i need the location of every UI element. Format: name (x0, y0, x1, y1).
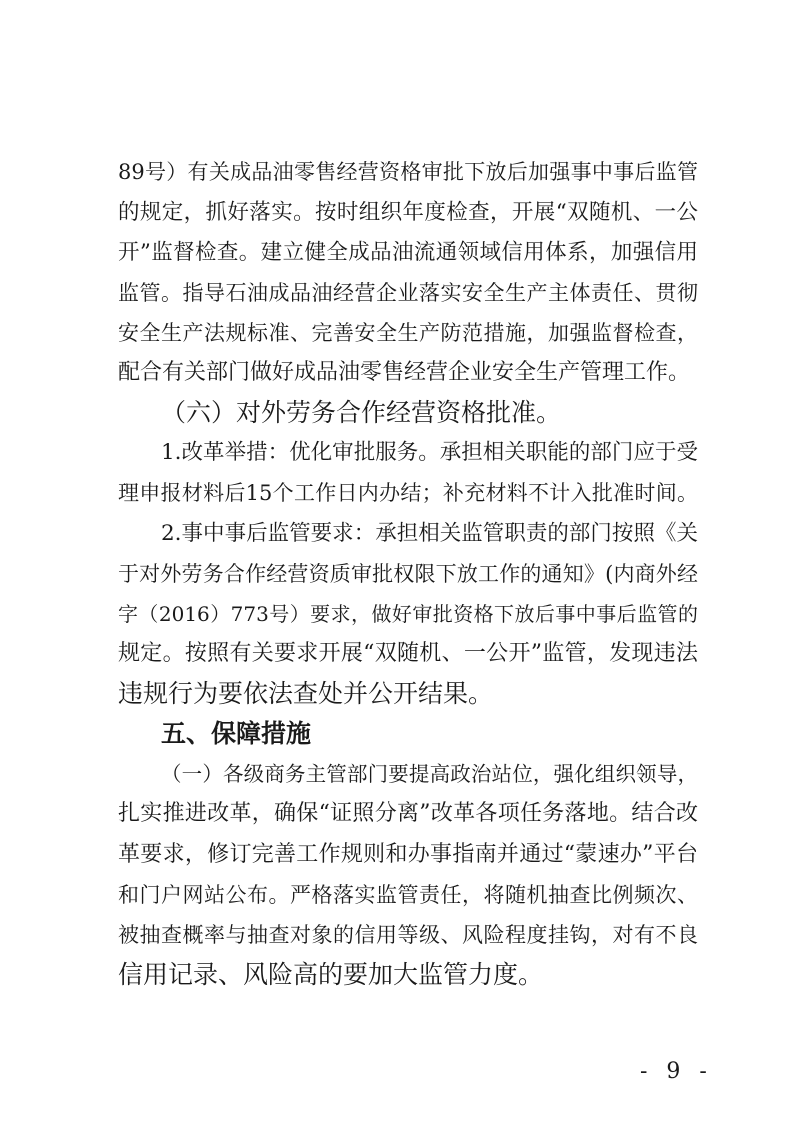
text-line: 理申报材料后15个工作日内办结；补充材料不计入批准时间。 (118, 481, 698, 505)
text-line: （一）各级商务主管部门要提高政治站位，强化组织领导， (161, 762, 698, 786)
text-line: 信用记录、风险高的要加大监管力度。 (118, 960, 544, 989)
text-line: 配合有关部门做好成品油零售经营企业安全生产管理工作。 (118, 360, 691, 385)
text-line: 革要求，修订完善工作规则和办事指南并通过“蒙速办”平台 (118, 842, 698, 867)
text-line: 安全生产法规标准、完善安全生产防范措施，加强监督检查， (118, 321, 698, 345)
text-line: 的规定，抓好落实。按时组织年度检查，开展“双随机、一公 (118, 200, 698, 225)
page-number: - 9 - (640, 1059, 713, 1084)
text-line: 开”监督检查。建立健全成品油流通领域信用体系，加强信用 (118, 240, 698, 265)
text-line: 和门户网站公布。严格落实监管责任，将随机抽查比例频次、 (118, 883, 698, 907)
section-heading: 五、保障措施 (161, 719, 312, 748)
text-line: 规定。按照有关要求开展“双随机、一公开”监管，发现违法 (118, 641, 698, 666)
text-line: 被抽查概率与抽查对象的信用等级、风险程度挂钩，对有不良 (118, 923, 698, 947)
text-line: 2.事中事后监管要求：承担相关监管职责的部门按照《关 (161, 521, 698, 546)
text-line: 于对外劳务合作经营资质审批权限下放工作的通知》(内商外经 (118, 562, 698, 586)
text-line: 字（2016）773号）要求，做好审批资格下放后事中事后监管的 (118, 602, 698, 626)
section-subheading: （六）对外劳务合作经营资格批准。 (161, 398, 562, 427)
text-line: 违规行为要依法查处并公开结果。 (118, 679, 494, 708)
text-line: 监管。指导石油成品油经营企业落实安全生产主体责任、贯彻 (118, 281, 698, 305)
text-line: 89号）有关成品油零售经营资格审批下放后加强事中事后监管 (118, 160, 698, 184)
text-line: 1.改革举措：优化审批服务。承担相关职能的部门应于受 (161, 440, 698, 465)
text-line: 扎实推进改革，确保“证照分离”改革各项任务落地。结合改 (118, 801, 698, 826)
